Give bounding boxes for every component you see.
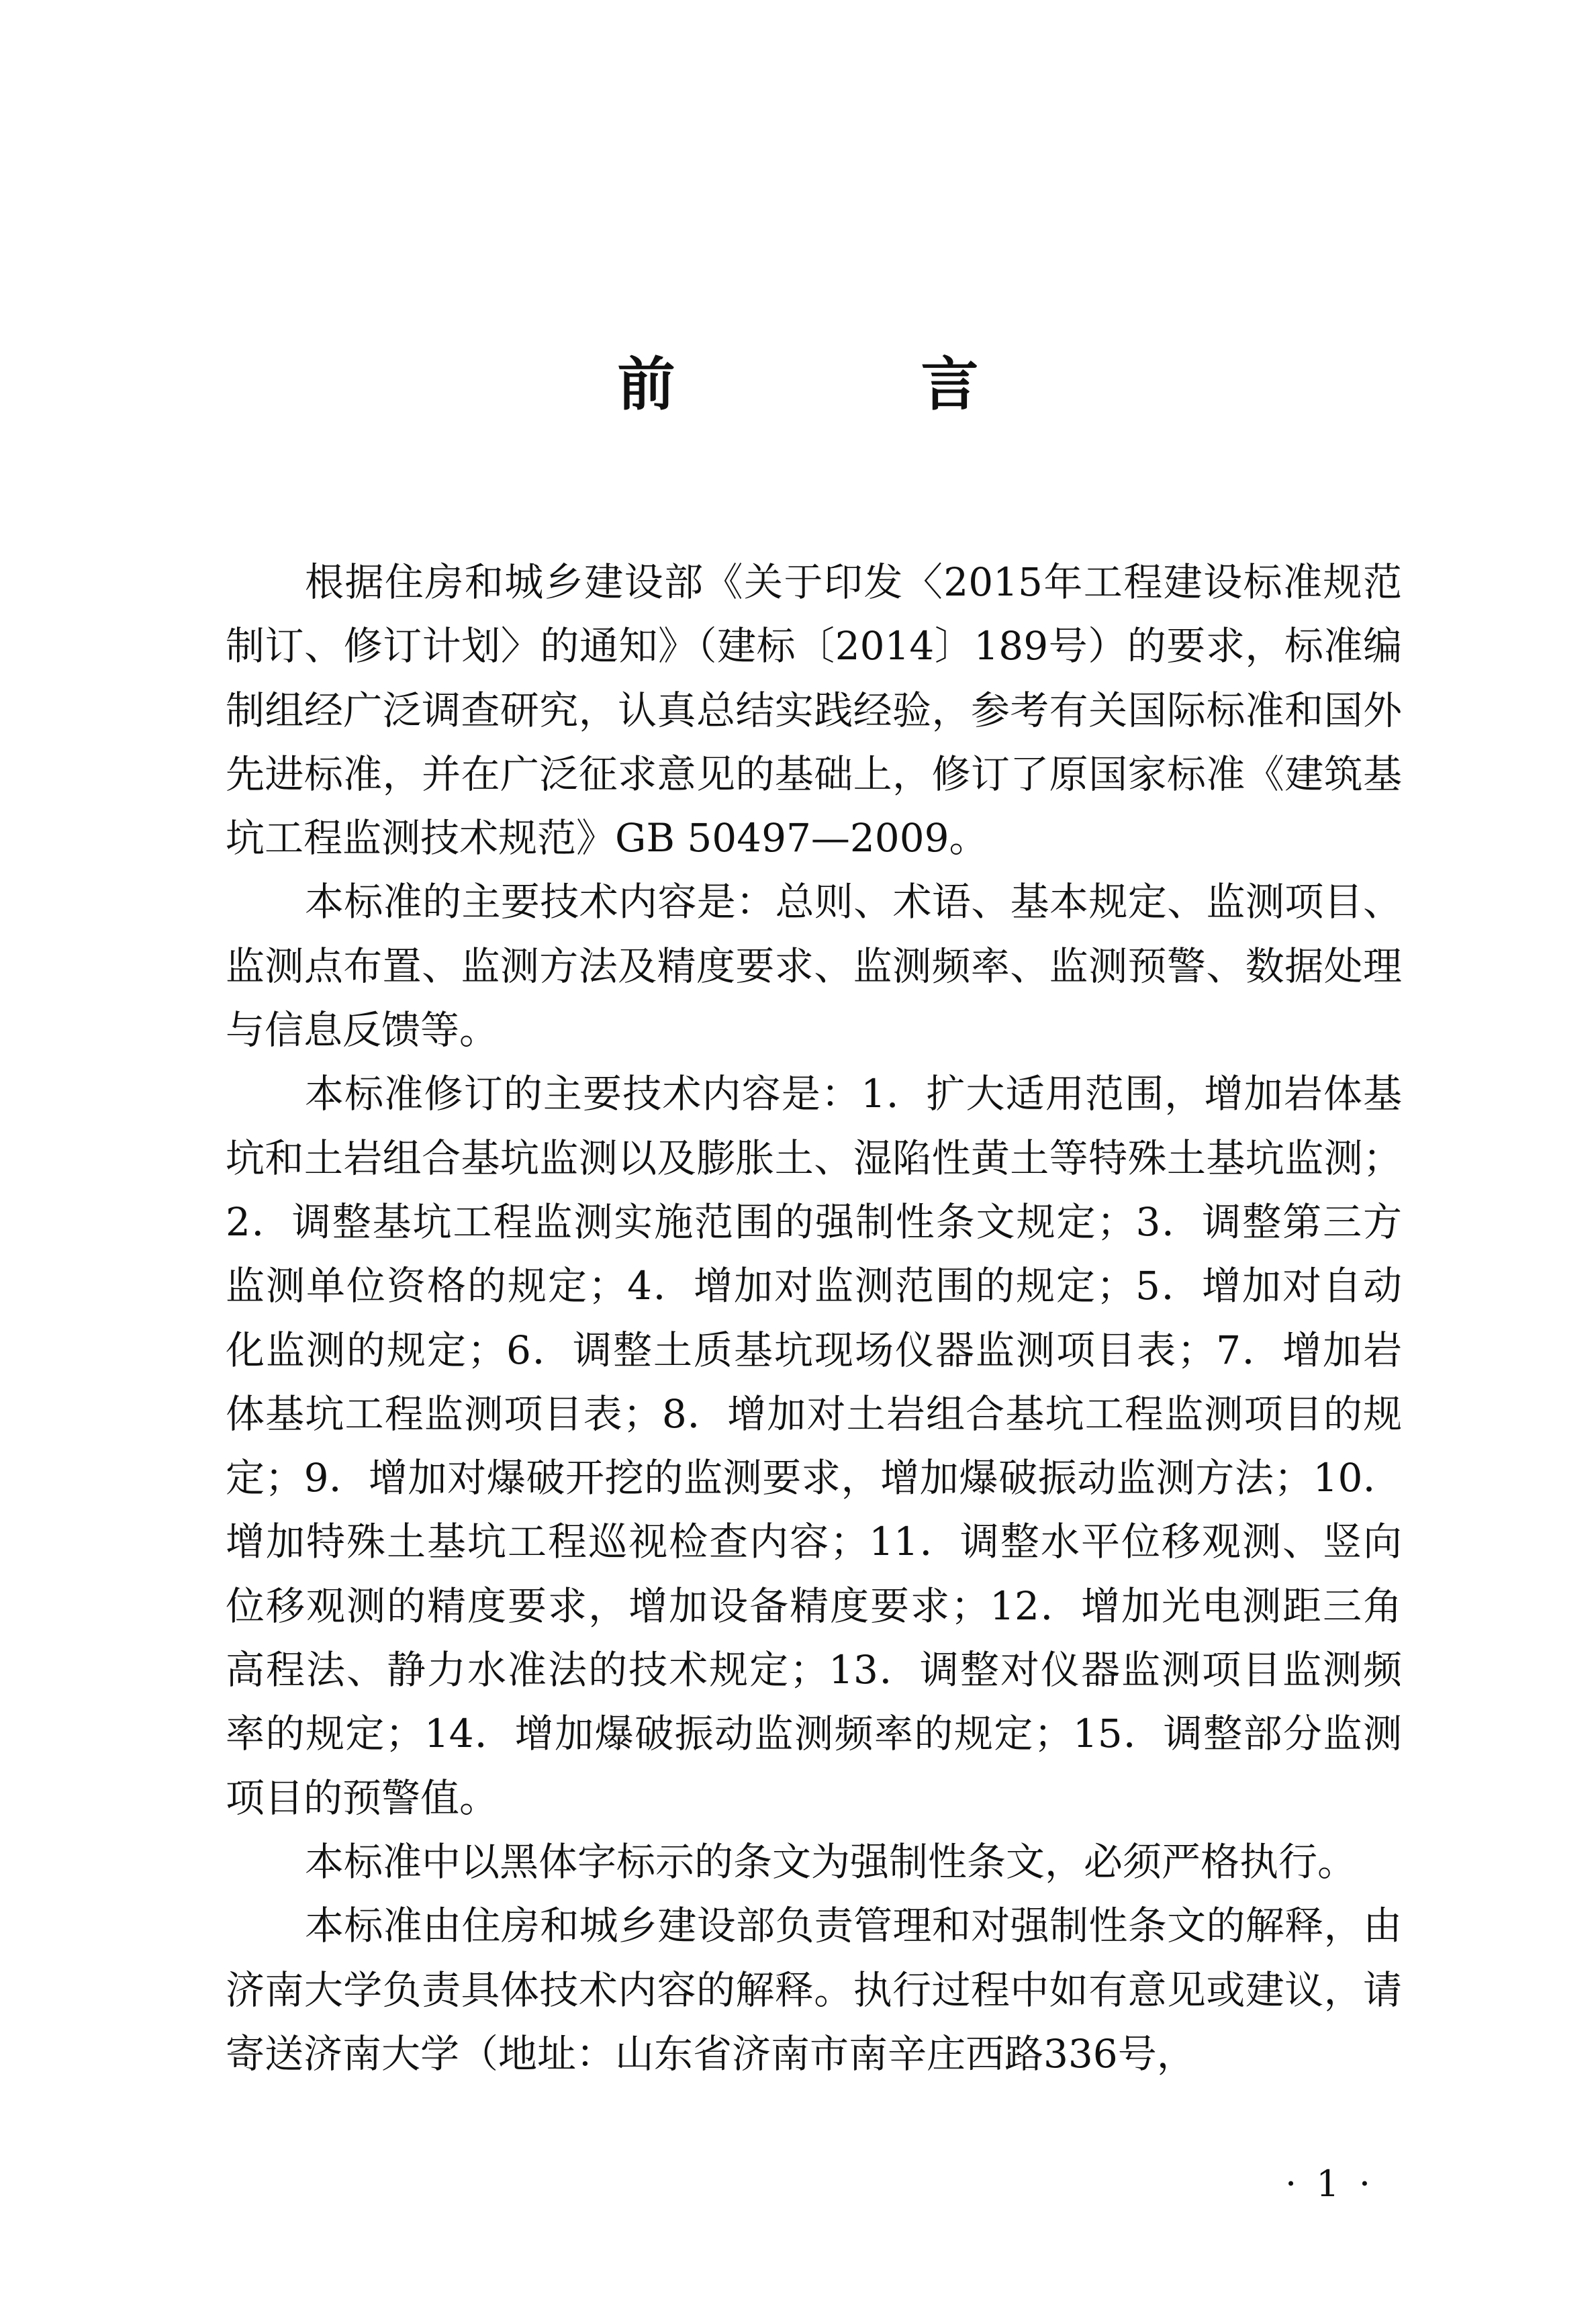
paragraph-revisions: 本标准修订的主要技术内容是：1．扩大适用范围，增加岩体基坑和土岩组合基坑监测以及膨胀土、湿陷性黄土等特殊土基坑监测；2．调整基坑工程监测实施范围的强制性条文规定；3．调整第三方监测单位资格的规定；4．增加对监测范围的规定；5．增加对自动化监测的规定；6．调整土质基坑现场仪器监测项目表；7．增加岩体基坑工程监测项目表；8．增加对土岩组合基坑工程监测项目的规定；9．增加对爆破开挖的监测要求，增加爆破振动监测方法；10．增加特殊土基坑工程巡视检查内容；11．调整水平位移观测、竖向位移观测的精度要求，增加设备精度要求；12．增加光电测距三角高程法、静力水准法的技术规定；13．调整对仪器监测项目监测频率的规定；14．增加爆破振动监测频率的规定；15．调整部分监测项目的预警值。 [226, 1071, 1402, 1821]
page-title: 前 言 [617, 351, 1073, 418]
preface-body [226, 551, 1402, 2086]
paragraph-main-content: 本标准的主要技术内容是：总则、术语、基本规定、监测项目、监测点布置、监测方法及精度要求、监测频率、监测预警、数据处理与信息反馈等。 [226, 879, 1402, 1053]
paragraph-mandatory-provisions: 本标准中以黑体字标示的条文为强制性条文，必须严格执行。 [305, 1838, 1357, 1885]
page-number: · 1 · [1284, 2163, 1374, 2205]
paragraph-management: 本标准由住房和城乡建设部负责管理和对强制性条文的解释，由济南大学负责具体技术内容的解释。执行过程中如有意见或建议，请寄送济南大学（地址：山东省济南市南辛庄西路336号， [226, 1903, 1402, 2077]
paragraph-basis: 根据住房和城乡建设部《关于印发〈2015年工程建设标准规范制订、修订计划〉的通知》（建标〔2014〕189号）的要求，标准编制组经广泛调查研究，认真总结实践经验，参考有关国际标准和国外先进标准，并在广泛征求意见的基础上，修订了原国家标准《建筑基坑工程监测技术规范》GB 50497—2009。 [226, 559, 1402, 861]
